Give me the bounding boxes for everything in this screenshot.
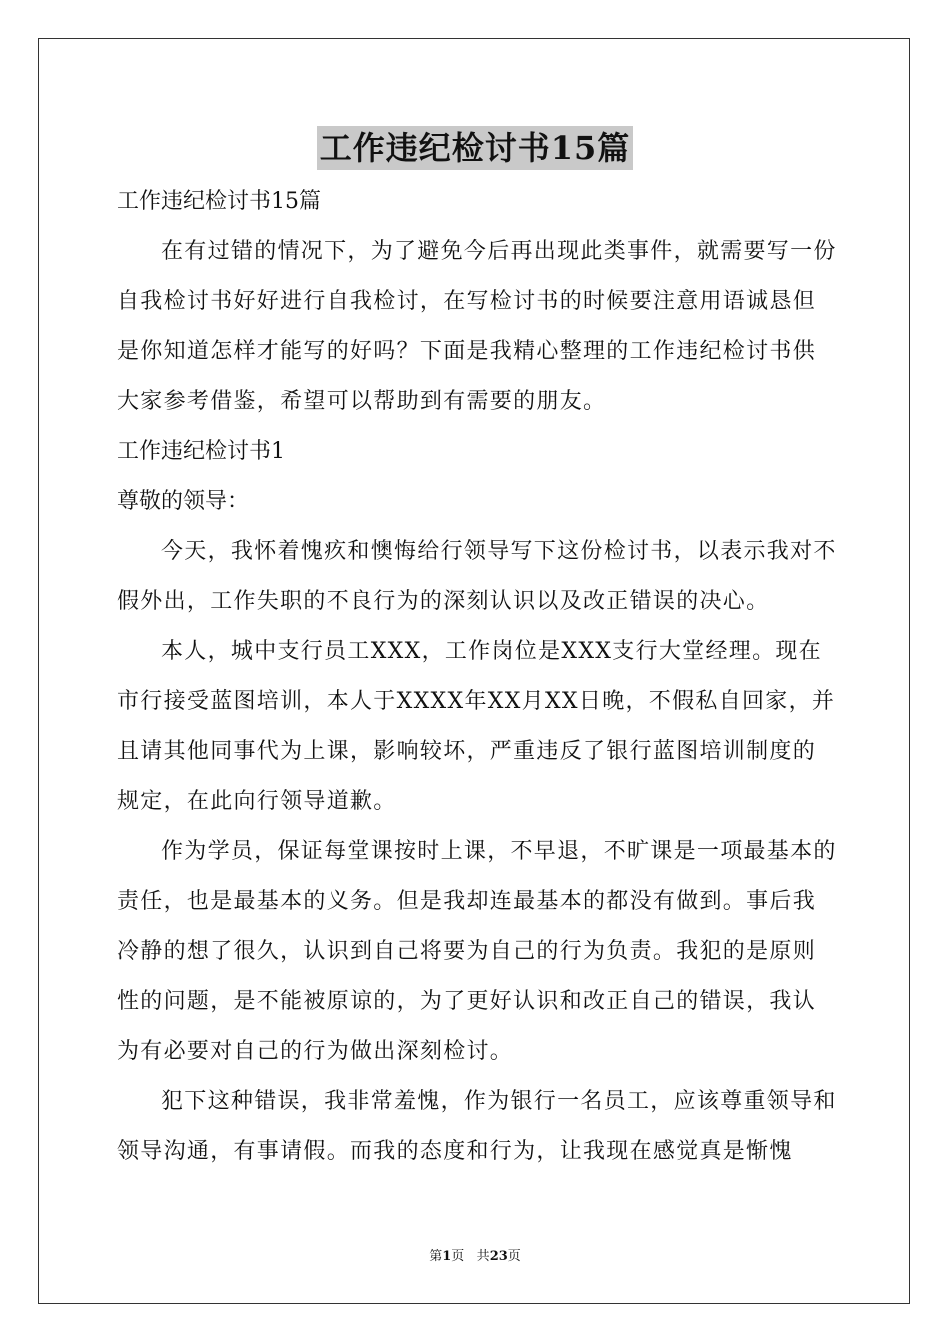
body-paragraph: 今天，我怀着愧疚和懊悔给行领导写下这份检讨书，以表示我对不假外出，工作失职的不良行为的深刻认识以及改正错误的决心。 (117, 539, 837, 614)
document-title: 工作违纪检讨书15篇 (317, 126, 634, 170)
body-paragraph: 作为学员，保证每堂课按时上课，不早退，不旷课是一项最基本的责任，也是最基本的义务。但是我却连最基本的都没有做到。事后我冷静的想了很久，认识到自己将要为自己的行为负责。我犯的是原则性的问题，是不能被原谅的，为了更好认识和改正自己的错误，我认为有必要对自己的行为做出深刻检讨。 (117, 839, 837, 1064)
document-body (117, 177, 837, 1177)
page-prefix: 第 (429, 1249, 443, 1264)
salutation: 尊敬的领导： (117, 489, 250, 514)
body-paragraph: 犯下这种错误，我非常羞愧，作为银行一名员工，应该尊重领导和领导沟通，有事请假。而我的态度和行为，让我现在感觉真是惭愧 (117, 1089, 837, 1164)
section-heading: 工作违纪检讨书1 (117, 439, 285, 464)
body-paragraph: 本人，城中支行员工XXX，工作岗位是XXX支行大堂经理。现在市行接受蓝图培训，本人于XXXX年XX月XX日晚，不假私自回家，并且请其他同事代为上课，影响较坏，严重违反了银行蓝图培训制度的规定，在此向行领导道歉。 (117, 639, 836, 814)
page-number: 1 (442, 1249, 452, 1264)
page-suffix: 页 (451, 1249, 465, 1264)
total-suffix: 页 (507, 1249, 521, 1264)
total-prefix: 共 (476, 1249, 490, 1264)
document-subtitle: 工作违纪检讨书15篇 (117, 189, 321, 214)
page-footer (0, 1248, 950, 1266)
total-pages: 23 (489, 1249, 508, 1264)
title-block (0, 126, 950, 170)
intro-paragraph: 在有过错的情况下，为了避免今后再出现此类事件，就需要写一份自我检讨书好好进行自我检讨，在写检讨书的时候要注意用语诚恳但是你知道怎样才能写的好吗？下面是我精心整理的工作违纪检讨书供大家参考借鉴，希望可以帮助到有需要的朋友。 (117, 239, 837, 414)
